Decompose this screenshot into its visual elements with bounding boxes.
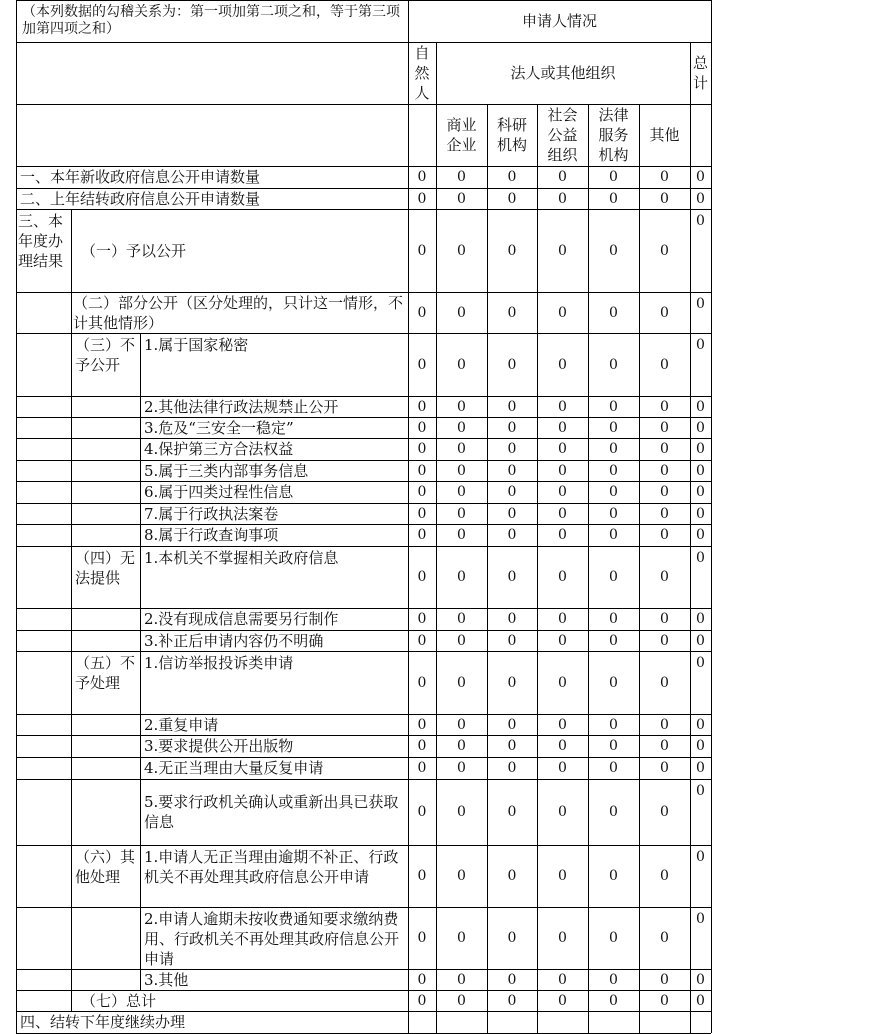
value-cell: 0 bbox=[609, 419, 618, 436]
value-cell: 0 bbox=[696, 716, 705, 733]
value-cell: 0 bbox=[558, 441, 567, 457]
row-label: 4.保护第三方合法权益 bbox=[144, 440, 294, 458]
value-cell: 0 bbox=[558, 190, 567, 207]
value-cell: 0 bbox=[660, 611, 669, 627]
value-cell: 0 bbox=[457, 632, 466, 649]
value-cell: 0 bbox=[696, 738, 705, 754]
value-cell: 0 bbox=[609, 398, 618, 415]
value-cell: 0 bbox=[417, 760, 427, 776]
value-cell: 0 bbox=[660, 462, 669, 479]
value-cell: 0 bbox=[457, 868, 466, 884]
grid-line bbox=[16, 42, 711, 43]
value-cell: 0 bbox=[558, 868, 567, 884]
value-cell: 0 bbox=[696, 213, 705, 229]
value-cell: 0 bbox=[609, 242, 618, 259]
value-cell: 0 bbox=[417, 242, 427, 259]
value-cell: 0 bbox=[507, 505, 517, 522]
row-label: 3.补正后申请内容仍不明确 bbox=[144, 631, 324, 650]
value-cell: 0 bbox=[457, 760, 466, 776]
value-cell: 0 bbox=[696, 441, 705, 457]
row-label: 2.其他法律行政法规禁止公开 bbox=[144, 397, 339, 416]
value-cell: 0 bbox=[417, 674, 427, 691]
value-cell: 0 bbox=[457, 169, 466, 185]
row-label: （一）予以公开 bbox=[81, 241, 187, 260]
value-cell: 0 bbox=[457, 716, 466, 733]
subgroup-label: （四）无法提供 bbox=[75, 549, 136, 587]
grid-line bbox=[140, 969, 711, 970]
value-cell: 0 bbox=[457, 242, 466, 259]
applicant-situation-header: 申请人情况 bbox=[521, 12, 597, 30]
value-cell: 0 bbox=[609, 304, 618, 321]
value-cell: 0 bbox=[696, 783, 705, 799]
column-header: 法律服务机构 bbox=[598, 106, 629, 164]
value-cell: 0 bbox=[660, 419, 669, 436]
value-cell: 0 bbox=[417, 804, 427, 820]
grid-line bbox=[16, 209, 711, 210]
grid-line bbox=[16, 907, 140, 908]
value-cell: 0 bbox=[457, 992, 466, 1009]
value-cell: 0 bbox=[457, 304, 466, 321]
grid-line bbox=[16, 779, 140, 780]
value-cell: 0 bbox=[507, 304, 517, 321]
grid-line bbox=[140, 757, 711, 758]
value-cell: 0 bbox=[558, 505, 567, 522]
grid-line bbox=[140, 438, 711, 439]
value-cell: 0 bbox=[660, 242, 669, 259]
grid-line bbox=[140, 714, 711, 715]
grid-line bbox=[140, 417, 711, 418]
value-cell: 0 bbox=[696, 190, 705, 207]
legal-entity-header: 法人或其他组织 bbox=[510, 64, 616, 82]
subgroup-label: （三）不予公开 bbox=[75, 336, 136, 374]
value-cell: 0 bbox=[660, 738, 669, 754]
value-cell: 0 bbox=[417, 868, 427, 884]
value-cell: 0 bbox=[609, 462, 618, 479]
value-cell: 0 bbox=[507, 569, 517, 585]
value-cell: 0 bbox=[457, 356, 466, 373]
value-cell: 0 bbox=[696, 462, 705, 479]
value-cell: 0 bbox=[417, 992, 427, 1009]
value-cell: 0 bbox=[507, 242, 517, 259]
value-cell: 0 bbox=[660, 760, 669, 776]
grid-line bbox=[16, 481, 140, 482]
total-header: 总计 bbox=[692, 54, 708, 92]
value-cell: 0 bbox=[507, 930, 517, 946]
value-cell: 0 bbox=[507, 441, 517, 457]
value-cell: 0 bbox=[457, 971, 466, 988]
value-cell: 0 bbox=[457, 804, 466, 820]
value-cell: 0 bbox=[696, 169, 705, 185]
value-cell: 0 bbox=[609, 804, 618, 820]
value-cell: 0 bbox=[660, 930, 669, 946]
row-label: 5.要求行政机关确认或重新出具已获取信息 bbox=[144, 793, 399, 831]
grid-line bbox=[16, 1011, 711, 1012]
table-note: （本列数据的勾稽关系为：第一项加第二项之和，等于第三项加第四项之和） bbox=[22, 4, 400, 37]
row-label: 3.其他 bbox=[144, 970, 189, 989]
value-cell: 0 bbox=[558, 169, 567, 185]
value-cell: 0 bbox=[417, 569, 427, 585]
column-header: 科研机构 bbox=[496, 116, 527, 154]
value-cell: 0 bbox=[457, 611, 466, 627]
value-cell: 0 bbox=[417, 169, 427, 185]
value-cell: 0 bbox=[609, 569, 618, 585]
grid-line bbox=[16, 546, 71, 547]
value-cell: 0 bbox=[417, 971, 427, 988]
row-label: 7.属于行政执法案卷 bbox=[144, 504, 279, 523]
row-label: 一、本年新收政府信息公开申请数量 bbox=[20, 168, 261, 186]
value-cell: 0 bbox=[507, 527, 517, 543]
grid-line bbox=[16, 524, 140, 525]
grid-line bbox=[16, 396, 140, 397]
value-cell: 0 bbox=[507, 190, 517, 207]
grid-line bbox=[16, 460, 140, 461]
value-cell: 0 bbox=[558, 674, 567, 691]
value-cell: 0 bbox=[558, 611, 567, 627]
value-cell: 0 bbox=[457, 930, 466, 946]
value-cell: 0 bbox=[696, 655, 705, 671]
value-cell: 0 bbox=[558, 632, 567, 649]
value-cell: 0 bbox=[507, 398, 517, 415]
grid-line bbox=[16, 608, 140, 609]
value-cell: 0 bbox=[609, 674, 618, 691]
value-cell: 0 bbox=[609, 169, 618, 185]
value-cell: 0 bbox=[507, 632, 517, 649]
value-cell: 0 bbox=[558, 527, 567, 543]
grid-line bbox=[71, 990, 711, 991]
grid-line bbox=[140, 396, 711, 397]
grid-line bbox=[140, 333, 141, 990]
grid-line bbox=[16, 757, 140, 758]
value-cell: 0 bbox=[609, 632, 618, 649]
value-cell: 0 bbox=[558, 760, 567, 776]
row-label: 2.没有现成信息需要另行制作 bbox=[144, 610, 339, 628]
value-cell: 0 bbox=[660, 356, 669, 373]
column-header: 商业企业 bbox=[446, 116, 477, 154]
value-cell: 0 bbox=[660, 992, 669, 1009]
value-cell: 0 bbox=[660, 632, 669, 649]
grid-line bbox=[140, 779, 711, 780]
value-cell: 0 bbox=[507, 462, 517, 479]
value-cell: 0 bbox=[457, 527, 466, 543]
value-cell: 0 bbox=[696, 337, 705, 353]
value-cell: 0 bbox=[507, 760, 517, 776]
value-cell: 0 bbox=[696, 760, 705, 776]
grid-line bbox=[16, 0, 711, 1]
value-cell: 0 bbox=[417, 441, 427, 457]
grid-line bbox=[140, 524, 711, 525]
value-cell: 0 bbox=[507, 804, 517, 820]
row-label: 6.属于四类过程性信息 bbox=[144, 483, 294, 501]
grid-line bbox=[16, 0, 17, 1033]
value-cell: 0 bbox=[558, 971, 567, 988]
grid-line bbox=[71, 845, 711, 846]
value-cell: 0 bbox=[558, 716, 567, 733]
value-cell: 0 bbox=[507, 169, 517, 185]
grid-line bbox=[71, 292, 711, 293]
value-cell: 0 bbox=[609, 356, 618, 373]
natural-person-header: 自然人 bbox=[414, 44, 430, 102]
grid-line bbox=[16, 188, 711, 189]
value-cell: 0 bbox=[609, 505, 618, 522]
value-cell: 0 bbox=[609, 930, 618, 946]
row-label: 4.无正当理由大量反复申请 bbox=[144, 759, 324, 777]
grid-line bbox=[16, 845, 71, 846]
value-cell: 0 bbox=[558, 484, 567, 500]
value-cell: 0 bbox=[609, 611, 618, 627]
row-label: 1.申请人无正当理由逾期不补正、行政机关不再处理其政府信息公开申请 bbox=[144, 848, 399, 886]
grid-line bbox=[16, 651, 71, 652]
value-cell: 0 bbox=[660, 505, 669, 522]
value-cell: 0 bbox=[507, 868, 517, 884]
value-cell: 0 bbox=[417, 398, 427, 415]
value-cell: 0 bbox=[417, 611, 427, 627]
value-cell: 0 bbox=[660, 190, 669, 207]
value-cell: 0 bbox=[660, 971, 669, 988]
grid-line bbox=[16, 969, 140, 970]
row-label: 1.信访举报投诉类申请 bbox=[144, 654, 294, 672]
grid-line bbox=[71, 651, 711, 652]
value-cell: 0 bbox=[696, 505, 705, 522]
value-cell: 0 bbox=[457, 674, 466, 691]
value-cell: 0 bbox=[507, 356, 517, 373]
value-cell: 0 bbox=[507, 971, 517, 988]
grid-line bbox=[71, 546, 711, 547]
value-cell: 0 bbox=[660, 868, 669, 884]
value-cell: 0 bbox=[558, 930, 567, 946]
value-cell: 0 bbox=[609, 738, 618, 754]
value-cell: 0 bbox=[609, 190, 618, 207]
value-cell: 0 bbox=[507, 611, 517, 627]
grid-line bbox=[16, 166, 711, 167]
value-cell: 0 bbox=[558, 356, 567, 373]
grid-line bbox=[140, 907, 711, 908]
value-cell: 0 bbox=[660, 569, 669, 585]
value-cell: 0 bbox=[558, 242, 567, 259]
value-cell: 0 bbox=[609, 716, 618, 733]
value-cell: 0 bbox=[417, 484, 427, 500]
value-cell: 0 bbox=[696, 527, 705, 543]
value-cell: 0 bbox=[417, 462, 427, 479]
value-cell: 0 bbox=[558, 992, 567, 1009]
value-cell: 0 bbox=[457, 419, 466, 436]
row-label: 1.属于国家秘密 bbox=[144, 336, 249, 354]
value-cell: 0 bbox=[417, 304, 427, 321]
value-cell: 0 bbox=[457, 462, 466, 479]
value-cell: 0 bbox=[558, 738, 567, 754]
value-cell: 0 bbox=[660, 674, 669, 691]
grid-line bbox=[71, 209, 72, 1011]
value-cell: 0 bbox=[507, 419, 517, 436]
value-cell: 0 bbox=[660, 398, 669, 415]
value-cell: 0 bbox=[417, 632, 427, 649]
value-cell: 0 bbox=[417, 505, 427, 522]
value-cell: 0 bbox=[696, 611, 705, 627]
row-label: 5.属于三类内部事务信息 bbox=[144, 461, 309, 480]
value-cell: 0 bbox=[507, 484, 517, 500]
value-cell: 0 bbox=[609, 484, 618, 500]
row-label: 3.要求提供公开出版物 bbox=[144, 737, 294, 755]
value-cell: 0 bbox=[609, 760, 618, 776]
row-label: 2.申请人逾期未按收费通知要求缴纳费用、行政机关不再处理其政府信息公开申请 bbox=[144, 910, 400, 968]
value-cell: 0 bbox=[417, 527, 427, 543]
column-header: 社会公益组织 bbox=[547, 106, 578, 164]
subgroup-label: （六）其他处理 bbox=[75, 848, 136, 886]
value-cell: 0 bbox=[696, 632, 705, 649]
value-cell: 0 bbox=[660, 441, 669, 457]
row-label: 8.属于行政查询事项 bbox=[144, 526, 279, 544]
value-cell: 0 bbox=[660, 804, 669, 820]
row-label: 3.危及“三安全一稳定” bbox=[144, 418, 294, 437]
value-cell: 0 bbox=[507, 738, 517, 754]
value-cell: 0 bbox=[417, 419, 427, 436]
value-cell: 0 bbox=[696, 419, 705, 436]
row-label: （七）总计 bbox=[81, 991, 157, 1010]
value-cell: 0 bbox=[696, 296, 705, 312]
grid-line bbox=[71, 333, 711, 334]
grid-line bbox=[436, 104, 690, 105]
value-cell: 0 bbox=[696, 971, 705, 988]
grid-line bbox=[140, 481, 711, 482]
grid-line bbox=[16, 417, 140, 418]
value-cell: 0 bbox=[696, 484, 705, 500]
value-cell: 0 bbox=[558, 804, 567, 820]
value-cell: 0 bbox=[609, 441, 618, 457]
value-cell: 0 bbox=[609, 971, 618, 988]
value-cell: 0 bbox=[558, 304, 567, 321]
value-cell: 0 bbox=[660, 304, 669, 321]
grid-line bbox=[140, 503, 711, 504]
row-label: 2.重复申请 bbox=[144, 715, 219, 734]
grid-line bbox=[16, 503, 140, 504]
value-cell: 0 bbox=[558, 419, 567, 436]
value-cell: 0 bbox=[558, 398, 567, 415]
value-cell: 0 bbox=[660, 484, 669, 500]
grid-line bbox=[16, 630, 140, 631]
value-cell: 0 bbox=[507, 674, 517, 691]
value-cell: 0 bbox=[457, 190, 466, 207]
value-cell: 0 bbox=[660, 527, 669, 543]
value-cell: 0 bbox=[660, 716, 669, 733]
value-cell: 0 bbox=[558, 462, 567, 479]
group-label: 三、本年度办理结果 bbox=[18, 212, 64, 270]
grid-line bbox=[140, 735, 711, 736]
grid-line bbox=[16, 735, 140, 736]
row-label: 四、结转下年度继续办理 bbox=[20, 1013, 186, 1031]
row-label: 二、上年结转政府信息公开申请数量 bbox=[20, 189, 261, 208]
value-cell: 0 bbox=[457, 441, 466, 457]
grid-line bbox=[16, 714, 140, 715]
value-cell: 0 bbox=[696, 992, 705, 1009]
grid-line bbox=[16, 333, 71, 334]
value-cell: 0 bbox=[507, 992, 517, 1009]
value-cell: 0 bbox=[609, 527, 618, 543]
grid-line bbox=[140, 460, 711, 461]
value-cell: 0 bbox=[660, 169, 669, 185]
value-cell: 0 bbox=[696, 911, 705, 927]
grid-line bbox=[711, 0, 712, 1033]
value-cell: 0 bbox=[696, 398, 705, 415]
row-label: 1.本机关不掌握相关政府信息 bbox=[144, 549, 339, 567]
grid-line bbox=[140, 608, 711, 609]
value-cell: 0 bbox=[457, 484, 466, 500]
value-cell: 0 bbox=[457, 738, 466, 754]
value-cell: 0 bbox=[457, 398, 466, 415]
column-header: 其他 bbox=[649, 126, 680, 144]
grid-line bbox=[140, 630, 711, 631]
value-cell: 0 bbox=[609, 992, 618, 1009]
value-cell: 0 bbox=[417, 930, 427, 946]
subgroup-label: （五）不予处理 bbox=[75, 654, 136, 692]
value-cell: 0 bbox=[417, 716, 427, 733]
value-cell: 0 bbox=[609, 868, 618, 884]
row-label: （二）部分公开（区分处理的，只计这一情形，不计其他情形） bbox=[73, 293, 404, 332]
value-cell: 0 bbox=[507, 716, 517, 733]
value-cell: 0 bbox=[417, 356, 427, 373]
grid-line bbox=[16, 292, 71, 293]
value-cell: 0 bbox=[457, 569, 466, 585]
value-cell: 0 bbox=[558, 569, 567, 585]
value-cell: 0 bbox=[417, 738, 427, 754]
value-cell: 0 bbox=[417, 190, 427, 207]
value-cell: 0 bbox=[457, 505, 466, 522]
grid-line bbox=[16, 438, 140, 439]
grid-line bbox=[16, 990, 71, 991]
value-cell: 0 bbox=[696, 550, 705, 566]
value-cell: 0 bbox=[696, 849, 705, 865]
